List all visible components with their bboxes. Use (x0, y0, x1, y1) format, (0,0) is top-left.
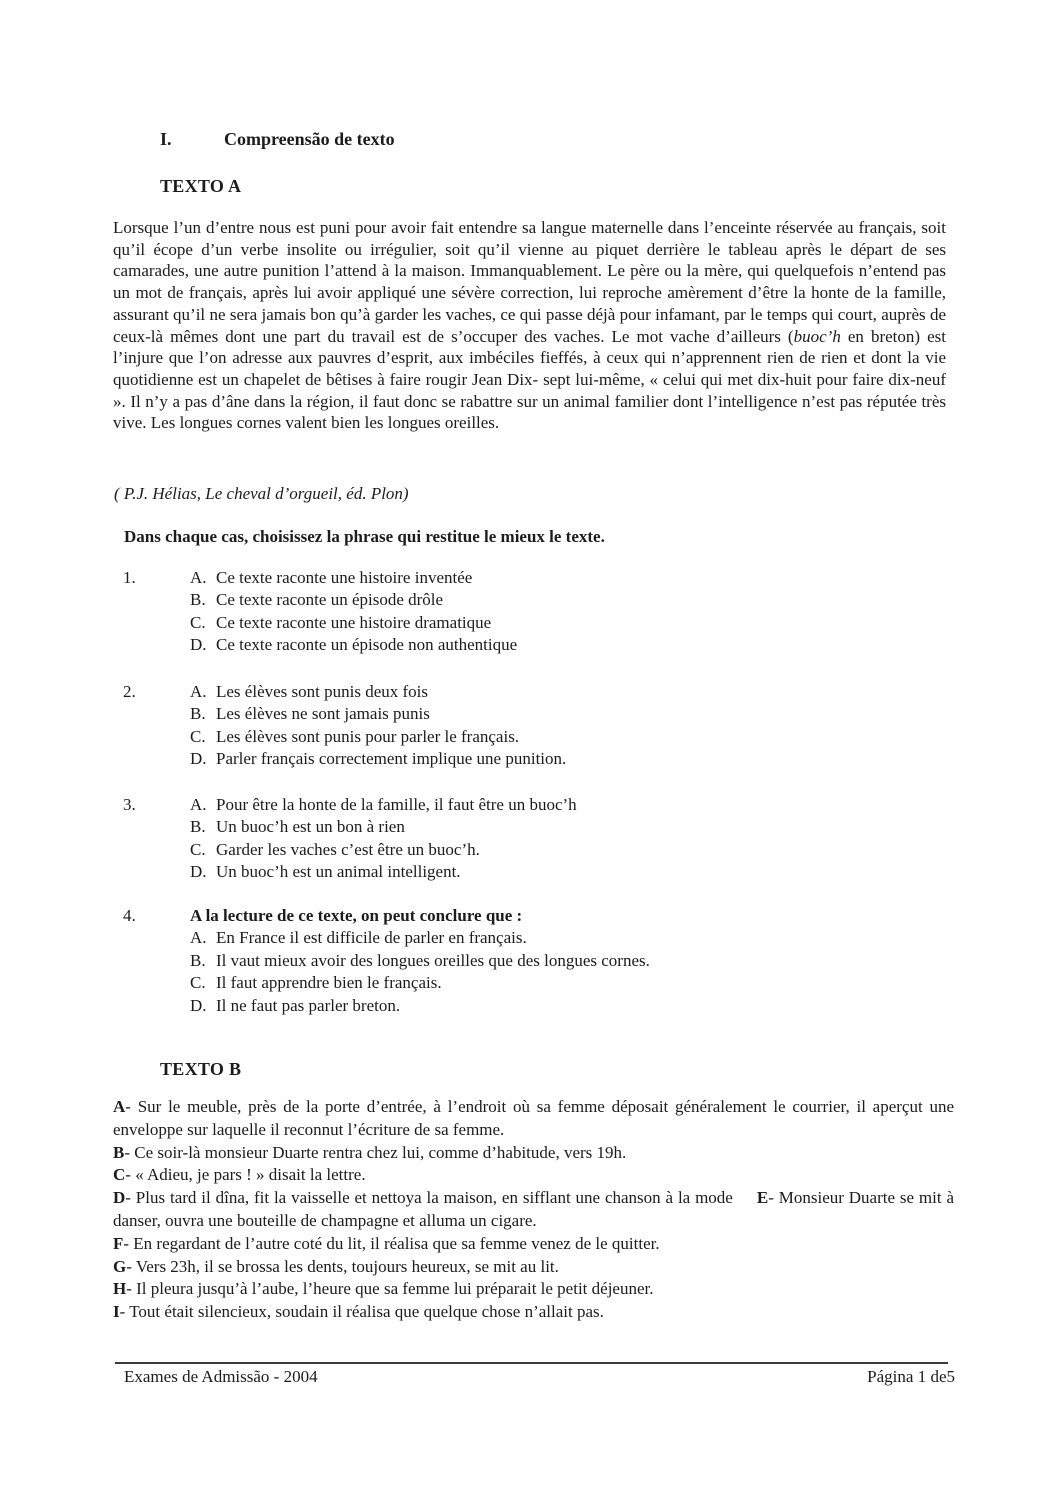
section-number: I. (160, 129, 172, 149)
option-letter: C. (190, 973, 206, 993)
option-row (190, 839, 577, 861)
question-4 (123, 905, 650, 1017)
sentence-text: - Vers 23h, il se brossa les dents, toujours heureux, se mit au lit. (126, 1256, 559, 1276)
question-1 (123, 567, 517, 657)
option-letter: B. (190, 590, 206, 610)
texto-a-paragraph (113, 217, 946, 434)
option-row (190, 927, 650, 949)
sentence-text: - En regardant de l’autre coté du lit, il réalisa que sa femme venez de le quitter. (123, 1233, 660, 1253)
texto-b-paragraph (113, 1096, 954, 1324)
texto-b-sentence-a (113, 1096, 954, 1142)
question-2-options (190, 681, 566, 771)
question-1-options (190, 567, 517, 657)
texto-b-heading: TEXTO B (160, 1059, 242, 1079)
option-text: Ce texte raconte un épisode drôle (216, 590, 444, 610)
option-letter: D. (190, 995, 207, 1015)
sentence-text: - « Adieu, je pars ! » disait la lettre. (125, 1165, 366, 1185)
option-text: En France il est difficile de parler en français. (216, 928, 527, 948)
option-letter: A. (190, 568, 207, 587)
option-row (190, 567, 517, 589)
option-text: Garder les vaches c’est être un buoc’h. (216, 839, 480, 859)
option-letter: C. (190, 726, 206, 746)
sentence-letter: E (756, 1188, 769, 1208)
sentence-letter: B (113, 1142, 125, 1162)
question-2-number: 2. (123, 682, 136, 701)
question-4-number: 4. (123, 906, 136, 925)
option-text: Pour être la honte de la famille, il faut être un buoc’h (216, 795, 577, 814)
section-heading (160, 129, 395, 150)
sentence-text: - Ce soir-là monsieur Duarte rentra chez lui, comme d’habitude, vers 19h. (124, 1142, 627, 1162)
texto-b-sentence-g (113, 1256, 954, 1279)
sentence-text: - Sur le meuble, près de la porte d’entrée, à l’endroit où sa femme déposait généralement le courrier, il aperçut une enveloppe sur laquelle il reconnut l’écriture de sa femme. (113, 1097, 954, 1139)
instruction-line: Dans chaque cas, choisissez la phrase qui restitue le mieux le texte. (124, 527, 605, 546)
sentence-text: - Monsieur Duarte se mit à danser, ouvra une bouteille de champagne et alluma un cigare. (113, 1188, 955, 1230)
question-3 (123, 794, 577, 884)
option-text: Les élèves sont punis deux fois (216, 682, 428, 701)
option-row (190, 703, 566, 725)
option-text: Ce texte raconte un épisode non authentique (216, 635, 518, 655)
option-letter: C. (190, 839, 206, 859)
sentence-letter: F (113, 1233, 124, 1253)
option-letter: A. (190, 928, 207, 948)
option-row (190, 681, 566, 703)
option-letter: A. (190, 795, 207, 814)
option-text: Un buoc’h est un bon à rien (216, 817, 405, 837)
sentence-text: - Il pleura jusqu’à l’aube, l’heure que sa femme lui préparait le petit déjeuner. (126, 1279, 654, 1299)
option-text: Il faut apprendre bien le français. (216, 973, 442, 993)
option-row (190, 612, 517, 634)
question-1-number: 1. (123, 568, 136, 587)
sentence-letter: C (113, 1165, 126, 1185)
texto-b-sentence-i (113, 1301, 954, 1324)
option-letter: B. (190, 817, 206, 837)
texto-a-paragraph-part1: Lorsque l’un d’entre nous est puni pour avoir fait entendre sa langue maternelle dans l’enceinte réservée au français, soit qu’il écope d’un verbe insolite ou irrégulier, soit qu’il vienne au piquet derrière le tableau après le départ de ses camarades, une autre punition l’attend à la maison. Immanquablement. Le père ou la mère, qui quelquefois n’entend pas un mot de français, après lui avoir appliqué une sévère correction, lui reproche amèrement d’être la honte de la famille, assurant qu’il ne sera jamais bon qu’à garder les vaches, ce qui passe déjà pour infamant, par le temps qui court, auprès de ceux-là mêmes dont une part du travail est de s’occuper des vaches. Le mot vache d’ailleurs ( (113, 218, 946, 346)
option-text: Les élèves sont punis pour parler le français. (216, 726, 520, 746)
option-row (190, 794, 577, 816)
option-text: Ce texte raconte une histoire dramatique (216, 612, 492, 632)
sentence-letter: I (113, 1302, 120, 1322)
option-letter: C. (190, 612, 206, 632)
question-4-stem: A la lecture de ce texte, on peut conclure que : (190, 906, 523, 925)
option-letter: D. (190, 862, 207, 882)
option-row (190, 995, 650, 1017)
sentence-letter: G (113, 1256, 127, 1276)
option-row (190, 972, 650, 994)
texto-b-sentence-f (113, 1233, 954, 1256)
sentence-text: - Plus tard il dîna, fit la vaisselle et nettoya la maison, en sifflant une chanson à la mode (125, 1188, 733, 1208)
texto-b-sentence-d-e (113, 1187, 954, 1233)
sentence-letter: H (113, 1279, 127, 1299)
footer-rule (115, 1362, 948, 1364)
option-row (190, 861, 577, 883)
texto-a-heading: TEXTO A (160, 176, 242, 196)
section-title: Compreensão de texto (224, 129, 395, 149)
texto-b-sentence-h (113, 1278, 954, 1301)
question-3-number: 3. (123, 795, 136, 814)
option-letter: D. (190, 749, 207, 769)
sentence-letter: D (113, 1188, 126, 1208)
option-letter: B. (190, 704, 206, 724)
texto-b-sentence-c (113, 1164, 954, 1187)
option-text: Il ne faut pas parler breton. (216, 995, 401, 1015)
option-row (190, 589, 517, 611)
sentence-letter: A (113, 1097, 126, 1116)
option-letter: A. (190, 682, 207, 701)
option-text: Il vaut mieux avoir des longues oreilles que des longues cornes. (216, 950, 650, 970)
option-text: Un buoc’h est un animal intelligent. (216, 862, 461, 882)
option-row (190, 950, 650, 972)
question-4-options (190, 905, 650, 1017)
texto-a-citation: ( P.J. Hélias, Le cheval d’orgueil, éd. Plon) (114, 484, 409, 503)
option-letter: D. (190, 635, 207, 655)
option-text: Ce texte raconte une histoire inventée (216, 568, 473, 587)
option-row (190, 726, 566, 748)
option-text: Les élèves ne sont jamais punis (216, 704, 430, 724)
option-text: Parler français correctement implique une punition. (216, 749, 567, 769)
option-letter: B. (190, 950, 206, 970)
texto-a-paragraph-italic-term: buoc’h (793, 326, 841, 346)
sentence-text: - Tout était silencieux, soudain il réalisa que quelque chose n’allait pas. (119, 1302, 604, 1322)
option-row (190, 634, 517, 656)
footer-exam-title: Exames de Admissão - 2004 (124, 1367, 318, 1386)
option-row (190, 748, 566, 770)
footer-page-number: Página 1 de5 (867, 1367, 955, 1386)
question-3-options (190, 794, 577, 884)
texto-a-paragraph-part2: en breton) est l’injure que l’on adresse aux pauvres d’esprit, aux imbéciles fieffés, à ceux qui n’apprennent rien de rien et dont la vie quotidienne est un chapelet de bêtises à faire rougir Jean Dix- sept lui-même, « celui qui met dix-huit pour faire dix-neuf ». Il n’y a pas d’âne dans la région, il faut donc se rabattre sur un animal familier dont l’intelligence n’est pas réputée très vive. Les longues cornes valent bien les longues oreilles. (113, 326, 946, 433)
texto-b-sentence-b (113, 1142, 954, 1165)
question-2 (123, 681, 566, 771)
footer (124, 1367, 955, 1387)
option-row (190, 816, 577, 838)
